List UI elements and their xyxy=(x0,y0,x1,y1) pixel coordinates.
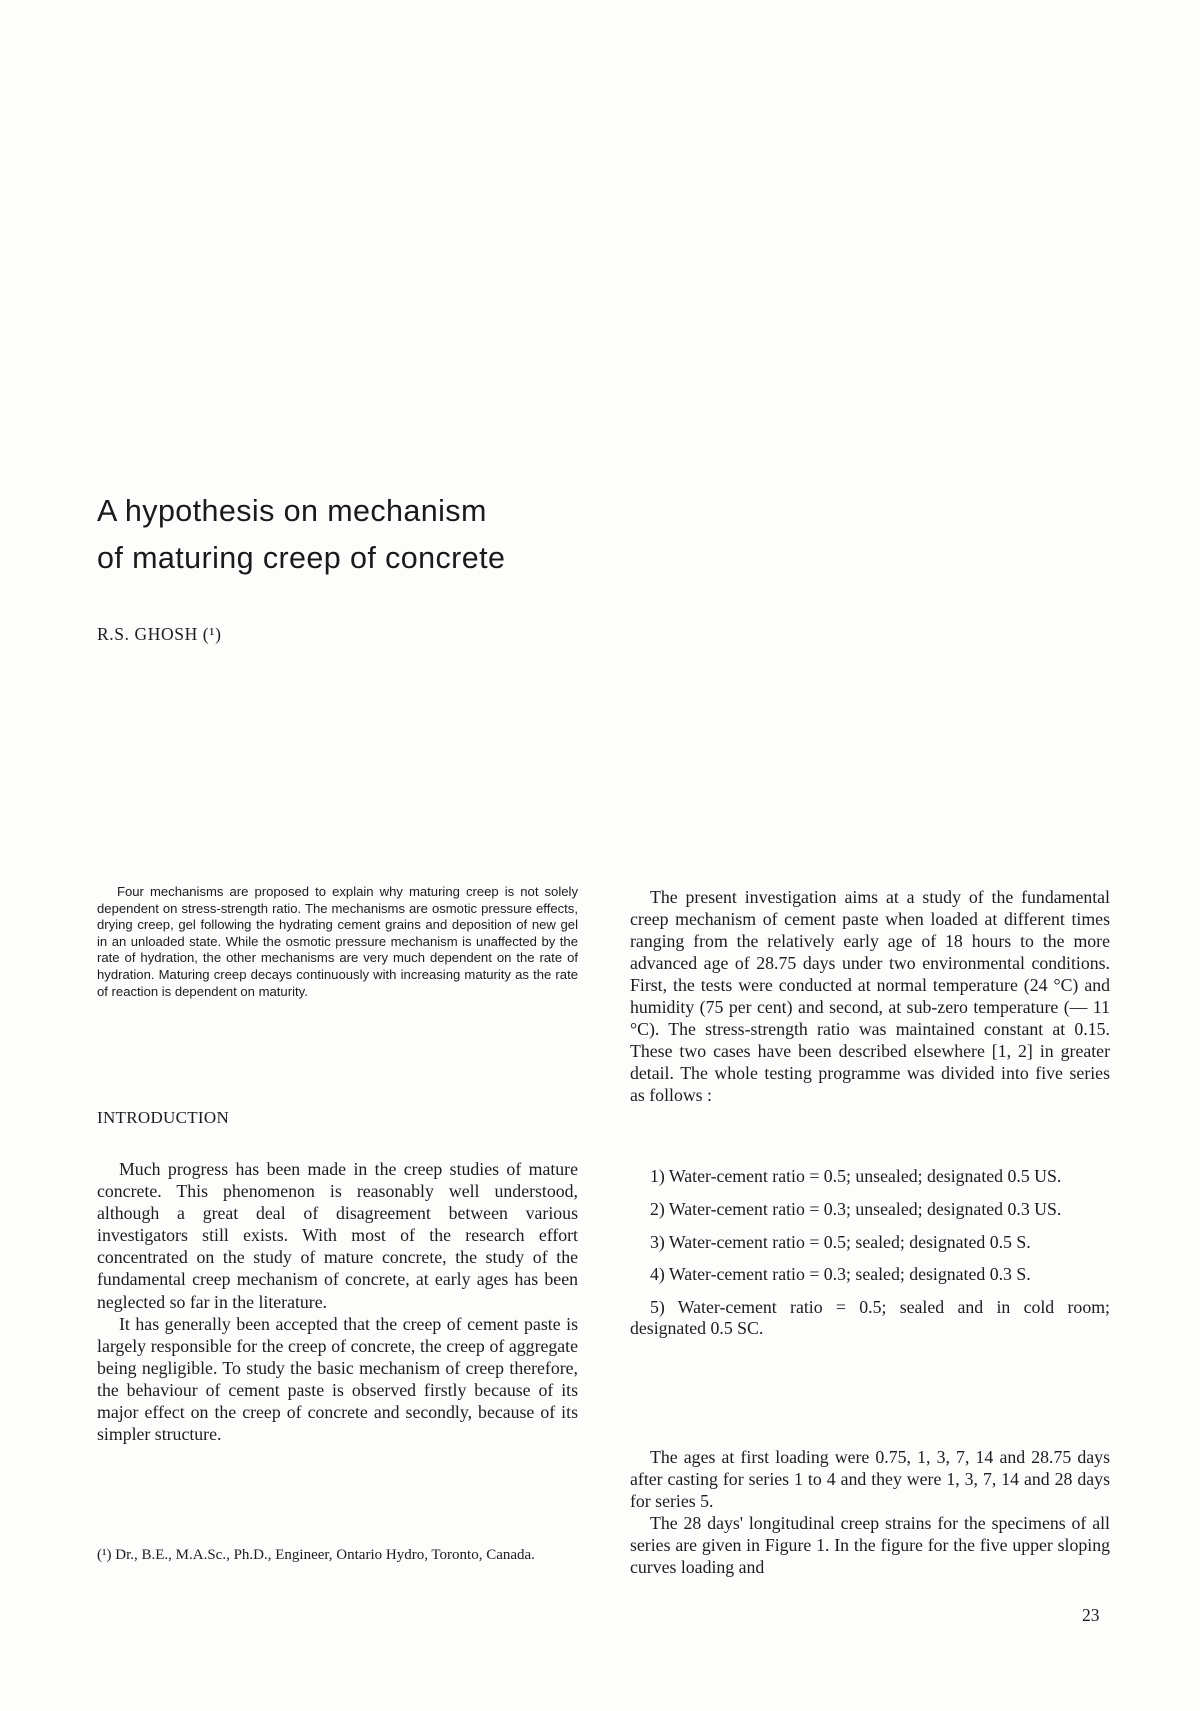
section-heading-introduction: INTRODUCTION xyxy=(97,1108,230,1127)
series-list xyxy=(630,1166,1110,1351)
paper-title xyxy=(97,488,717,582)
right-column-body xyxy=(630,1446,1110,1578)
series-item: 3) Water-cement ratio = 0.5; sealed; designated 0.5 S. xyxy=(650,1231,1031,1252)
abstract: Four mechanisms are proposed to explain why maturing creep is not solely dependent on stress-strength ratio. The mechanisms are osmotic pressure effects, drying creep, gel following the hydrating cement grains and deposition of new gel in an unloaded state. While the osmotic pressure mechanism is unaffected by the rate of hydration, the other mechanisms are very much dependent on the rate of hydration. Maturing creep decays continuously with increasing maturity as the rate of reaction is dependent on maturity. xyxy=(97,884,578,999)
author-name: R.S. GHOSH (¹) xyxy=(97,624,222,644)
title-line-2: of maturing creep of concrete xyxy=(97,541,506,575)
title-line-1: A hypothesis on mechanism xyxy=(97,494,487,528)
page-number: 23 xyxy=(1082,1605,1100,1625)
series-item: 5) Water-cement ratio = 0.5; sealed and in cold room; designated 0.5 SC. xyxy=(630,1297,1110,1339)
investigation-paragraph: The present investigation aims at a study of the fundamental creep mechanism of cement paste when loaded at different times ranging from the relatively early age of 18 hours to the more advanced age of 28.75 days under two environmental conditions. First, the tests were conducted at normal temperature (24 °C) and humidity (75 per cent) and second, at sub-zero temperature (— 11 °C). The stress-strength ratio was maintained constant at 0.15. These two cases have been described elsewhere [1, 2] in greater detail. The whole testing programme was divided into five series as follows : xyxy=(630,887,1110,1105)
series-item: 1) Water-cement ratio = 0.5; unsealed; designated 0.5 US. xyxy=(650,1166,1062,1186)
footnote: (¹) Dr., B.E., M.A.Sc., Ph.D., Engineer, Ontario Hydro, Toronto, Canada. xyxy=(97,1547,535,1563)
paragraph: The ages at first loading were 0.75, 1, 3, 7, 14 and 28.75 days after casting for series 1 to 4 and they were 1, 3, 7, 14 and 28 days for series 5. xyxy=(630,1447,1110,1511)
paragraph: Much progress has been made in the creep studies of mature concrete. This phenomenon is reasonably well understood, although a great deal of disagreement between various investigators still exists. With most of the research effort concentrated on the study of mature concrete, the study of the fundamental creep mechanism of concrete, at early ages has been neglected so far in the literature. xyxy=(97,1159,578,1312)
introduction-body xyxy=(97,1158,578,1445)
series-item: 4) Water-cement ratio = 0.3; sealed; designated 0.3 S. xyxy=(650,1264,1031,1285)
paragraph: The 28 days' longitudinal creep strains for the specimens of all series are given in Figure 1. In the figure for the five upper sloping curves loading and xyxy=(630,1513,1110,1577)
series-item: 2) Water-cement ratio = 0.3; unsealed; designated 0.3 US. xyxy=(650,1198,1062,1219)
paragraph: It has generally been accepted that the creep of cement paste is largely responsible for the creep of concrete, the creep of aggregate being negligible. To study the basic mechanism of creep therefore, the behaviour of cement paste is observed firstly because of its major effect on the creep of concrete and secondly, because of its simpler structure. xyxy=(97,1313,578,1445)
